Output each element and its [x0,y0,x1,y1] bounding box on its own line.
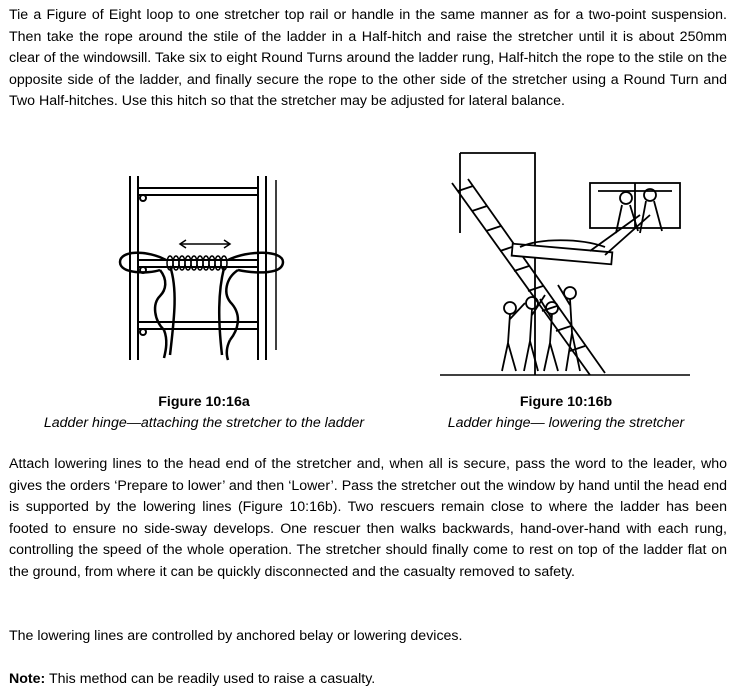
note-label: Note: [9,671,46,687]
note-text: This method can be readily used to raise a casualty. [45,671,376,687]
figure-a-title: Figure 10:16a [158,394,250,410]
ladder-hinge-figure [108,170,308,380]
lowering-paragraph: Attach lowering lines to the head end of the stretcher and, when all is secure, pass the word to the leader, who gives the orders ‘Prepare to lower’ and then ‘Lower’. Pass the stretcher out the window by hand until the head end is supported by the lowering lines (Figure 10:16b). Two rescuers remain close to where the ladder has been footed to ensure no side-sway develops. One rescuer then walks backwards, hand-over-hand with each rung, controlling the speed of the whole operation. The stretcher should finally come to rest on top of the ladder flat on the ground, from where it can be quickly disconnected and the casualty removed to safety. [9,456,727,580]
figure-a-caption: Ladder hinge—attaching the stretcher to the ladder [43,415,365,431]
figure-b-caption: Ladder hinge— lowering the stretcher [447,415,685,431]
lowering-stretcher-figure [440,143,695,383]
note-paragraph [9,669,727,691]
figure-b-title: Figure 10:16b [519,394,613,410]
belay-paragraph: The lowering lines are controlled by anchored belay or lowering devices. [9,628,463,644]
intro-paragraph: Tie a Figure of Eight loop to one stretcher top rail or handle in the same manner as for a two-point suspension. Then take the rope around the stile of the ladder in a Half-hitch and raise the stretcher until it is about 250mm clear of the windowsill. Take six to eight Round Turns around the ladder rung, Half-hitch the rope to the stile on the opposite side of the ladder, and finally secure the rope to the other side of the stretcher using a Round Turn and Two Half-hitches. Use this hitch so that the stretcher may be adjusted for lateral balance. [9,7,727,110]
